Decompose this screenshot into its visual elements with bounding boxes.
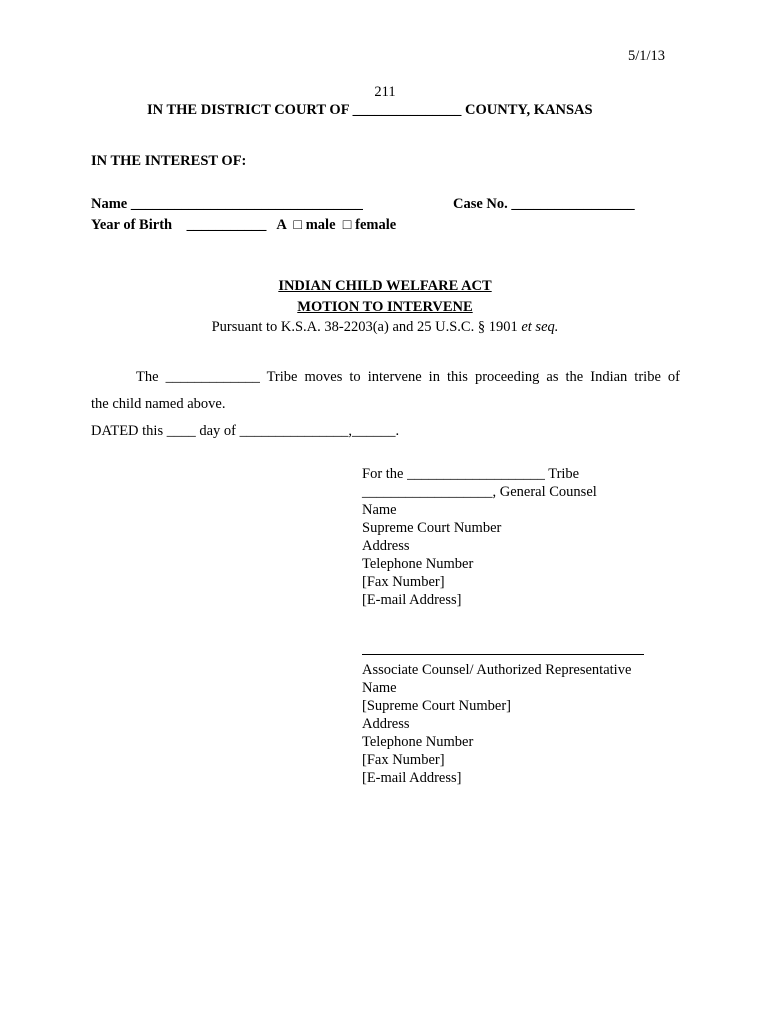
signature-line [362,654,644,655]
act-title: INDIAN CHILD WELFARE ACT [278,278,492,294]
court-heading: IN THE DISTRICT COURT OF _______________ COUNTY, KANSAS [147,102,593,118]
associate-supreme-court-number: [Supreme Court Number] [362,698,511,714]
motion-paragraph-line-2: the child named above. [91,396,226,412]
counsel-email: [E-mail Address] [362,592,462,608]
general-counsel-line: __________________, General Counsel [362,484,597,500]
associate-fax: [Fax Number] [362,752,445,768]
citation-text: Pursuant to K.S.A. 38-2203(a) and 25 U.S.C. § 1901 [211,319,522,335]
motion-title: MOTION TO INTERVENE [297,299,473,315]
form-number: 211 [374,84,396,100]
associate-name: Name [362,680,397,696]
counsel-fax: [Fax Number] [362,574,445,590]
counsel-supreme-court-number: Supreme Court Number [362,520,502,536]
citation-et-seq: et seq. [521,319,559,335]
counsel-name: Name [362,502,397,518]
interest-of-heading: IN THE INTEREST OF: [91,153,247,169]
counsel-address: Address [362,538,410,554]
case-number-field: Case No. _________________ [453,196,635,212]
pursuant-citation [160,318,610,336]
associate-email: [E-mail Address] [362,770,462,786]
dated-line: DATED this ____ day of _______________,______. [91,423,400,439]
document-date: 5/1/13 [628,48,666,64]
associate-telephone: Telephone Number [362,734,474,750]
tribe-line: For the ___________________ Tribe [362,466,580,482]
child-name-field: Name ________________________________ [91,196,363,212]
year-of-birth-sex-field: Year of Birth ___________ A □ male □ female [91,217,397,233]
counsel-telephone: Telephone Number [362,556,474,572]
motion-paragraph-line-1: The _____________ Tribe moves to intervene in this proceeding as the Indian tribe of [136,369,680,385]
associate-counsel-title: Associate Counsel/ Authorized Representative [362,662,632,678]
associate-address: Address [362,716,410,732]
